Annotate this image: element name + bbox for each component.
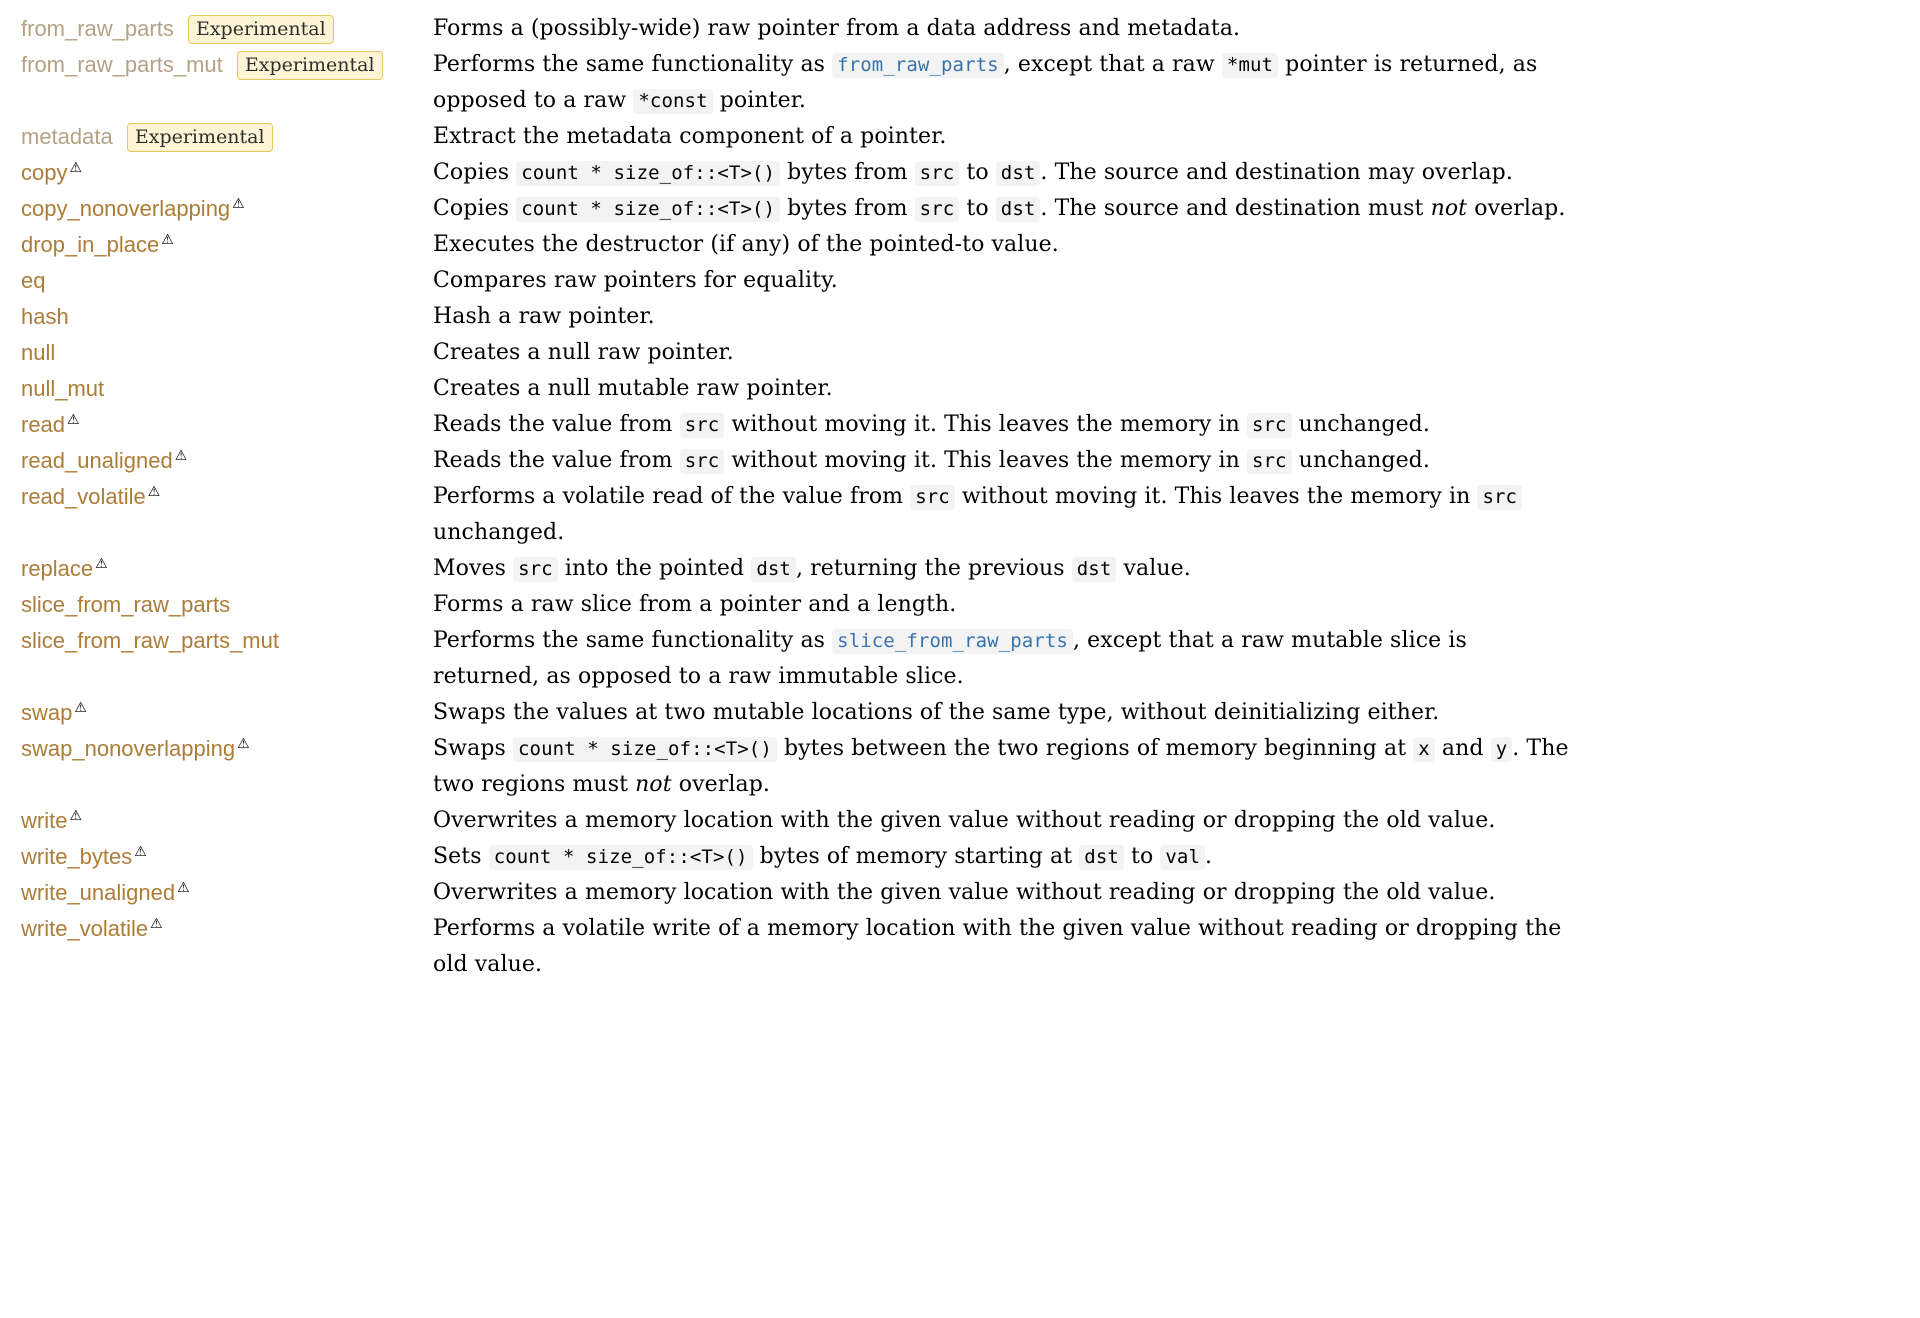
inline-code: x	[1413, 737, 1435, 762]
fn-desc: Copies count * size_of::<T>() bytes from src to dst . The source and destination may overlap.	[433, 160, 1513, 185]
fn-link-null_mut[interactable]: null_mut	[21, 376, 105, 401]
inline-code: src	[910, 485, 955, 510]
inline-code: dst	[996, 161, 1041, 186]
inline-code: y	[1491, 737, 1513, 762]
inline-code: *mut	[1222, 53, 1278, 78]
fn-link-copy[interactable]: copy ⚠	[21, 158, 83, 185]
fn-desc: Sets count * size_of::<T>() bytes of memory starting at dst to val .	[433, 844, 1213, 869]
fn-name-cell	[21, 911, 433, 983]
inline-code: src	[1247, 449, 1292, 474]
table-row	[21, 695, 1569, 731]
experimental-badge: Experimental	[237, 51, 383, 80]
inline-code: src	[680, 449, 725, 474]
table-row	[21, 443, 1569, 479]
fn-name-cell	[21, 731, 433, 803]
fn-link-eq[interactable]: eq	[21, 268, 46, 293]
fn-name-cell	[21, 263, 433, 299]
fn-link-swap[interactable]: swap ⚠	[21, 698, 87, 725]
fn-name-cell	[21, 479, 433, 551]
fn-link-slice_from_raw_parts[interactable]: slice_from_raw_parts	[21, 592, 231, 617]
table-row	[21, 263, 1569, 299]
table-row	[21, 623, 1569, 695]
fn-link-metadata[interactable]: metadata	[21, 124, 113, 149]
code-link-slice_from_raw_parts[interactable]	[832, 628, 1073, 653]
fn-desc: Copies count * size_of::<T>() bytes from src to dst . The source and destination must not overlap.	[433, 196, 1566, 221]
fn-link-from_raw_parts_mut[interactable]: from_raw_parts_mut	[21, 52, 223, 77]
fn-desc: Creates a null mutable raw pointer.	[433, 376, 833, 401]
unsafe-warning-icon: ⚠	[161, 230, 174, 247]
fn-name-cell	[21, 695, 433, 731]
fn-desc: Overwrites a memory location with the given value without reading or dropping the old value.	[433, 880, 1496, 905]
unsafe-warning-icon: ⚠	[174, 446, 188, 463]
unsafe-warning-icon: ⚠	[67, 410, 80, 427]
fn-link-from_raw_parts[interactable]: from_raw_parts	[21, 16, 174, 41]
fn-name-cell	[21, 587, 433, 623]
table-row	[21, 47, 1569, 119]
unsafe-warning-icon: ⚠	[232, 194, 245, 211]
fn-desc: Moves src into the pointed dst , returning the previous dst value.	[433, 556, 1191, 581]
fn-name-cell	[21, 839, 433, 875]
experimental-badge: Experimental	[127, 123, 273, 152]
table-row	[21, 875, 1569, 911]
inline-code: count * size_of::<T>()	[516, 197, 780, 222]
emphasis-text: not	[635, 772, 672, 797]
fn-link-write_bytes[interactable]: write_bytes ⚠	[21, 842, 147, 869]
fn-desc: Forms a raw slice from a pointer and a length.	[433, 592, 957, 617]
fn-link-read[interactable]: read ⚠	[21, 410, 80, 437]
fn-link-read_volatile[interactable]: read_volatile ⚠	[21, 482, 161, 509]
fn-name-cell	[21, 11, 433, 47]
inline-code: src	[513, 557, 558, 582]
fn-name-cell	[21, 803, 433, 839]
fn-desc: Reads the value from src without moving it. This leaves the memory in src unchanged.	[433, 412, 1430, 437]
unsafe-warning-icon: ⚠	[69, 158, 83, 175]
fn-link-hash[interactable]: hash	[21, 304, 69, 329]
table-row	[21, 407, 1569, 443]
fn-link-write_unaligned[interactable]: write_unaligned ⚠	[21, 878, 190, 905]
inline-code: src	[915, 197, 960, 222]
fn-name-cell	[21, 335, 433, 371]
fn-name-cell	[21, 875, 433, 911]
table-row	[21, 479, 1569, 551]
fn-name-cell	[21, 299, 433, 335]
unsafe-warning-icon: ⚠	[69, 806, 83, 823]
table-row	[21, 191, 1569, 227]
experimental-badge: Experimental	[188, 15, 334, 44]
inline-code: src	[1477, 485, 1522, 510]
fn-desc: Performs a volatile write of a memory location with the given value without reading or dropping the old value.	[433, 916, 1562, 977]
fn-link-copy_nonoverlapping[interactable]: copy_nonoverlapping ⚠	[21, 194, 245, 221]
fn-desc: Forms a (possibly-wide) raw pointer from a data address and metadata.	[433, 16, 1241, 41]
fn-name-cell	[21, 119, 433, 155]
functions-table	[21, 11, 1569, 983]
unsafe-warning-icon: ⚠	[177, 878, 190, 895]
fn-link-slice_from_raw_parts_mut[interactable]: slice_from_raw_parts_mut	[21, 628, 279, 653]
inline-code: val	[1160, 845, 1205, 870]
fn-link-null[interactable]: null	[21, 340, 56, 365]
unsafe-warning-icon: ⚠	[150, 914, 163, 931]
table-row	[21, 299, 1569, 335]
code-link-from_raw_parts[interactable]	[832, 52, 1004, 77]
fn-name-cell	[21, 191, 433, 227]
table-row	[21, 227, 1569, 263]
fn-name-cell	[21, 551, 433, 587]
inline-code: *const	[633, 89, 712, 114]
fn-desc: Executes the destructor (if any) of the pointed-to value.	[433, 232, 1059, 257]
fn-desc: Performs the same functionality as from_raw_parts , except that a raw *mut pointer is returned, as opposed to a raw *const pointer.	[433, 52, 1538, 113]
table-row	[21, 155, 1569, 191]
inline-code: from_raw_parts	[832, 53, 1004, 78]
table-row	[21, 119, 1569, 155]
fn-desc: Extract the metadata component of a pointer.	[433, 124, 947, 149]
fn-desc: Compares raw pointers for equality.	[433, 268, 838, 293]
inline-code: src	[680, 413, 725, 438]
table-row	[21, 803, 1569, 839]
inline-code: dst	[996, 197, 1041, 222]
inline-code: count * size_of::<T>()	[516, 161, 780, 186]
fn-desc: Reads the value from src without moving it. This leaves the memory in src unchanged.	[433, 448, 1430, 473]
unsafe-warning-icon: ⚠	[95, 554, 108, 571]
unsafe-warning-icon: ⚠	[74, 698, 87, 715]
fn-name-cell	[21, 155, 433, 191]
fn-name-cell	[21, 371, 433, 407]
fn-name-cell	[21, 443, 433, 479]
fn-desc: Performs the same functionality as slice_from_raw_parts , except that a raw mutable slice is returned, as opposed to a raw immutable slice.	[433, 628, 1467, 689]
inline-code: slice_from_raw_parts	[832, 629, 1073, 654]
unsafe-warning-icon: ⚠	[237, 734, 250, 751]
fn-desc: Overwrites a memory location with the given value without reading or dropping the old value.	[433, 808, 1496, 833]
fn-name-cell	[21, 407, 433, 443]
table-row	[21, 11, 1569, 47]
fn-desc: Swaps count * size_of::<T>() bytes between the two regions of memory beginning at x and y . The two regions must not overlap.	[433, 736, 1569, 797]
fn-desc: Performs a volatile read of the value from src without moving it. This leaves the memory in src unchanged.	[433, 479, 1569, 551]
fn-link-write_volatile[interactable]: write_volatile ⚠	[21, 914, 163, 941]
inline-code: count * size_of::<T>()	[489, 845, 753, 870]
fn-desc: Hash a raw pointer.	[433, 304, 655, 329]
table-row	[21, 587, 1569, 623]
fn-desc: Creates a null raw pointer.	[433, 340, 734, 365]
fn-desc: Swaps the values at two mutable locations of the same type, without deinitializing either.	[433, 700, 1440, 725]
inline-code: count * size_of::<T>()	[513, 737, 777, 762]
table-row	[21, 371, 1569, 407]
inline-code: src	[915, 161, 960, 186]
fn-name-cell	[21, 227, 433, 263]
fn-name-cell	[21, 47, 433, 119]
table-row	[21, 839, 1569, 875]
fn-link-read_unaligned[interactable]: read_unaligned ⚠	[21, 446, 188, 473]
inline-code: src	[1247, 413, 1292, 438]
inline-code: dst	[751, 557, 796, 582]
fn-link-replace[interactable]: replace ⚠	[21, 554, 108, 581]
table-row	[21, 731, 1569, 803]
table-row	[21, 335, 1569, 371]
unsafe-warning-icon: ⚠	[147, 482, 161, 499]
fn-link-drop_in_place[interactable]: drop_in_place ⚠	[21, 230, 174, 257]
emphasis-text: not	[1430, 196, 1468, 221]
inline-code: dst	[1072, 557, 1117, 582]
table-row	[21, 911, 1569, 983]
fn-link-swap_nonoverlapping[interactable]: swap_nonoverlapping ⚠	[21, 734, 250, 761]
table-row	[21, 551, 1569, 587]
inline-code: dst	[1079, 845, 1124, 870]
fn-name-cell	[21, 623, 433, 695]
unsafe-warning-icon: ⚠	[134, 842, 147, 859]
fn-link-write[interactable]: write ⚠	[21, 806, 83, 833]
